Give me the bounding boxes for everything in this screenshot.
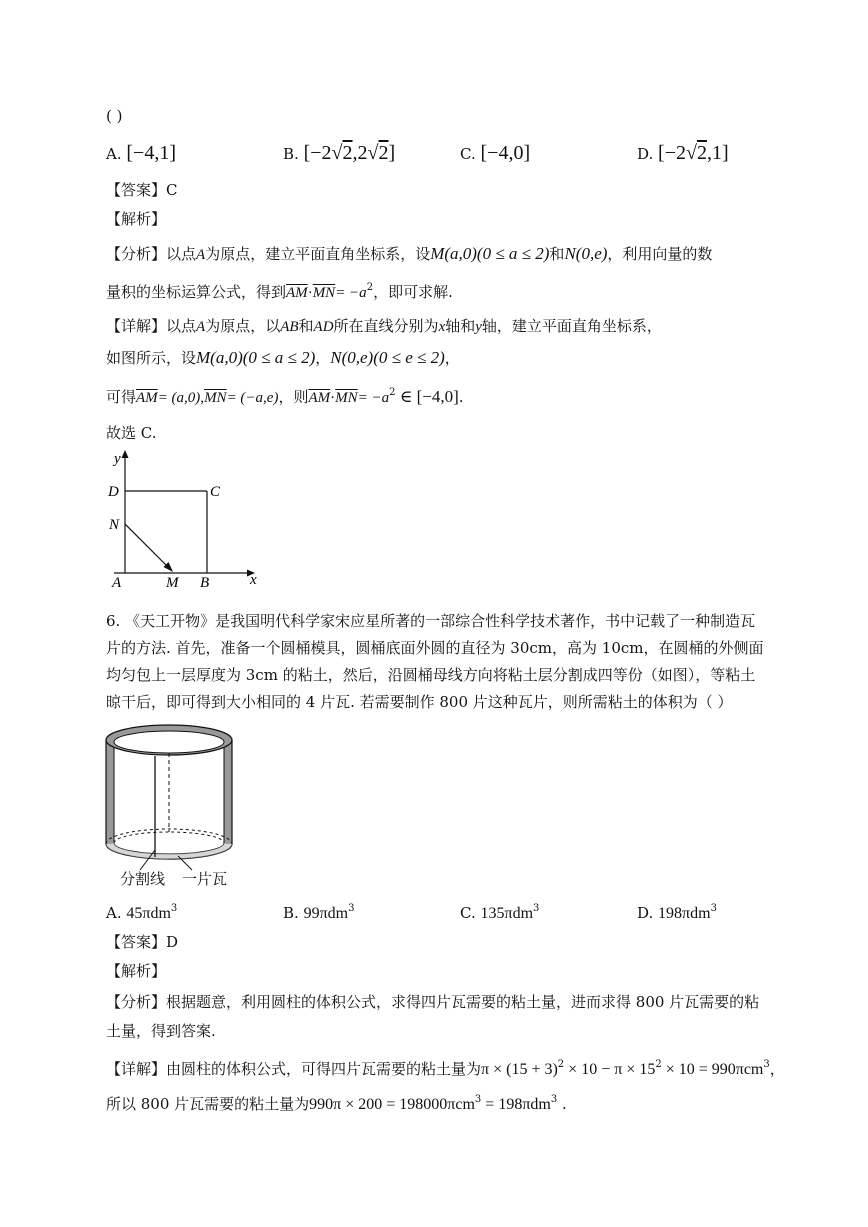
q5-option-d: D. [−2√2,1] xyxy=(637,142,729,164)
q5-answer-paren: ( ) xyxy=(106,107,123,125)
q5-option-b: B. [−2√2,2√2] xyxy=(283,142,396,164)
q5-fenxi-line2: 量积的坐标运算公式，得到$\overline{AM}\cdot\overline{MN}= -a^2$，即可求解. xyxy=(106,282,453,301)
bottom-rim-inner-back xyxy=(114,832,224,843)
q5-option-c: C. [−4,0] xyxy=(460,142,531,164)
label-m: M xyxy=(166,575,179,591)
q5-xiangjie-line3: 可得$\overline{AM}= (a,0),\overline{MN}= (-a,e)$，则$\overline{AM}\cdot\overline{MN}= -a^2$ ∈ [−4,0]. xyxy=(106,387,464,406)
q6-option-b: B. 99πdm$^3$ xyxy=(283,903,355,922)
q5-answer: 【答案】C xyxy=(106,181,178,199)
label-b: B xyxy=(200,575,210,591)
q6-stem-line4: 晾干后，即可得到大小相同的 4 片瓦. 若需要制作 800 片这种瓦片，则所需粘土的体积为（ ） xyxy=(106,693,733,711)
cylinder-mold-figure xyxy=(100,722,240,892)
q5-jiexi-heading: 【解析】 xyxy=(106,210,167,228)
q6-stem-line1: 6. 《天工开物》是我国明代科学家宋应星所著的一部综合性科学技术著作，书中记载了一种制造瓦 xyxy=(106,612,756,630)
q6-xiangjie-line1: 【详解】由圆柱的体积公式，可得四片瓦需要的粘土量为$\pi \times (15 + 3)^2 \times 10 - \pi \times 15^2 \times 10 = 990\pi cm^3$， xyxy=(106,1059,785,1078)
label-a: A xyxy=(112,575,122,591)
top-rim-inner xyxy=(114,731,224,753)
bottom-ring-shade xyxy=(106,843,232,859)
q6-jiexi-heading: 【解析】 xyxy=(106,962,167,980)
q5-conclusion: 故选 C. xyxy=(106,424,157,442)
q6-stem-line3: 均匀包上一层厚度为 3cm 的粘土，然后，沿圆桶母线方向将粘土层分割成四等份（如图），等粘土 xyxy=(106,666,756,684)
vector-nm xyxy=(125,524,170,569)
label-d: D xyxy=(108,484,119,500)
y-axis-arrow xyxy=(122,450,129,458)
clay-layer-left xyxy=(106,740,114,844)
label-dividing-line: 分割线 xyxy=(120,870,166,888)
q5-fenxi-line1: 【分析】以点A为原点，建立平面直角坐标系，设M(a,0)(0 ≤ a ≤ 2)和N(0,e)，利用向量的数 xyxy=(106,244,713,263)
label-c: C xyxy=(210,484,221,500)
q5-xiangjie-line1: 【详解】以点A为原点，以AB和AD所在直线分别为x轴和y轴，建立平面直角坐标系， xyxy=(106,317,662,335)
q6-answer: 【答案】D xyxy=(106,933,179,951)
label-y: y xyxy=(114,451,121,467)
q6-option-c: C. 135πdm$^3$ xyxy=(460,903,540,922)
q6-fenxi-line2: 土量，得到答案. xyxy=(106,1022,216,1040)
clay-layer-right xyxy=(224,740,232,844)
q5-xiangjie-line2: 如图所示，设M(a,0)(0 ≤ a ≤ 2)，N(0,e)(0 ≤ e ≤ 2)， xyxy=(106,348,460,367)
q6-option-d: D. 198πdm$^3$ xyxy=(637,903,717,922)
q6-fenxi-line1: 【分析】根据题意，利用圆柱的体积公式，求得四片瓦需要的粘土量，进而求得 800 片瓦需要的粘 xyxy=(106,993,760,1011)
coordinate-square-figure xyxy=(100,448,260,593)
q6-stem-line2: 片的方法. 首先，准备一个圆桶模具，圆桶底面外圆的直径为 30cm，高为 10cm，在圆桶的外侧面 xyxy=(106,639,764,657)
q6-xiangjie-line2: 所以 800 片瓦需要的粘土量为990π × 200 = 198000πcm$^3$ = 198πdm$^3$ . xyxy=(106,1094,567,1113)
q6-option-a: A. 45πdm$^3$ xyxy=(106,903,178,922)
label-one-tile: 一片瓦 xyxy=(182,870,228,888)
q5-option-a: A. [−4,1] xyxy=(106,142,176,164)
label-n: N xyxy=(109,517,120,533)
label-x: x xyxy=(250,572,257,588)
